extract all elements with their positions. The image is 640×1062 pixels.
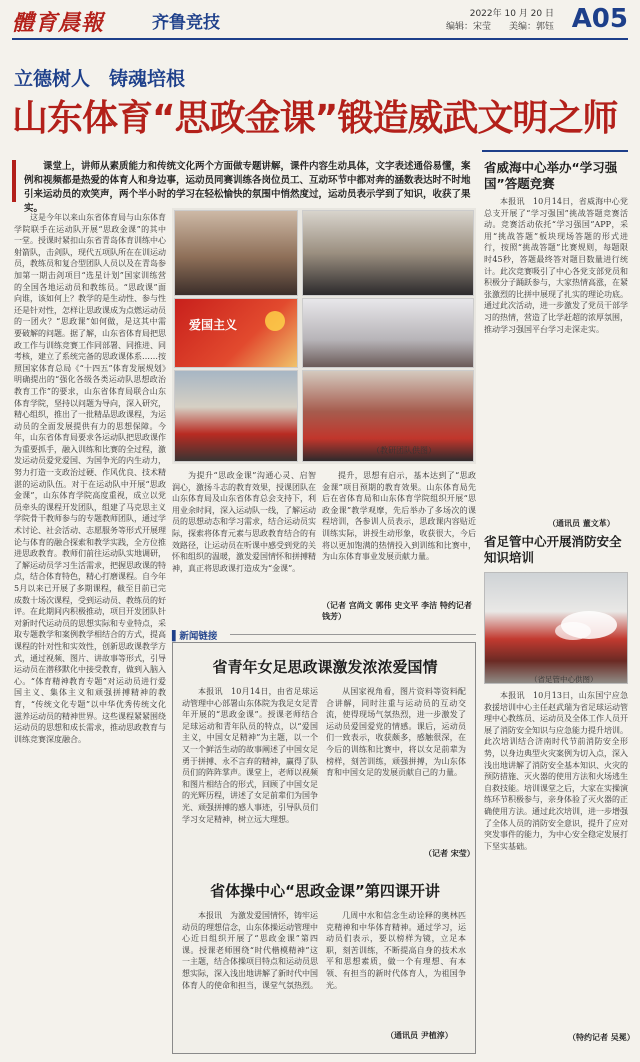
masthead bbox=[0, 0, 640, 40]
photo-classroom-1 bbox=[174, 210, 298, 296]
main-story-credit: （记者 宫尚文 郭伟 史文平 李洁 特约记者 钱芳） bbox=[322, 600, 472, 621]
masthead-rule bbox=[12, 38, 628, 40]
issue-date: 2022年 10 月 20 日 bbox=[469, 9, 554, 19]
news-link-label bbox=[172, 628, 217, 642]
lead-paragraph: 课堂上，讲师从素质能力和传统文化两个方面做专题讲解，课件内容生动具体，文字表述通俗易懂，案例和视频都是热爱的体育人和身边事，运动员同赛训练各岗位员工、互动环节中都对奔的涵数表达时不时地引来运动员的欢笑声，两个半小时的学习在轻松愉快的氛围中悄然度过，运动员表示学到了知识，收获了果实。 bbox=[24, 161, 471, 214]
newspaper-logo: 體育晨報 bbox=[12, 10, 105, 36]
section-title: 齐鲁竞技 bbox=[152, 13, 220, 33]
main-story-column-2: 为提升“思政金课”沟通心灵、启智润心，激扬斗志的教育效果，授课团队在山东体育局及山东省体育总会支持下，利用业余时间，深入运动队一线，了解运动员的思想动态和学习需求，结合运动员实际，探索将体育元素与思政教育结合的有效路径，让运动员在听课中感受到党的关怀和组织的温暖，激发爱国情怀和拼搏精神，真正将思政课打造成为“金课”。 bbox=[172, 471, 316, 573]
news-story-1-column-1: 本报讯 10月14日，由省足球运动管理中心部署山东体院为我足女足青年开展的“思政金课”。授课老师结合足球运动和青年队员的特点，以“爱国主义，中国女足精神”为主题，以一个又一个鲜活生动的故事阐述了中国女足勇于拼搏、永不言弃的精神，赢得了队员们的阵阵掌声。课堂上，老师以视频和图片相结合的形式，回顾了中国女足的光辉历程，讲述了女足前辈们为国争光、顽强拼搏的感人事迹，引导队员们学习女足精神，树立远大理想。 bbox=[182, 687, 318, 824]
news-story-1-credit: （记者 宋莹） bbox=[424, 848, 475, 858]
photo-lecture-screen bbox=[302, 298, 474, 368]
news-story-2-title: 省体操中心“思政金课”第四课开讲 bbox=[210, 882, 440, 900]
issue-info bbox=[446, 8, 554, 34]
photo-group-flag bbox=[174, 370, 298, 462]
news-link-rule bbox=[230, 634, 476, 635]
kicker: 立德树人 铸魂培根 bbox=[14, 68, 186, 90]
news-story-1-column-2: 从国家视角看，图片资料等资料配合讲解，同时注重与运动员的互动交流，使得现场气氛热烈，进一步激发了运动员爱国爱党的情感。课后，运动员们一致表示，收获颇多，感触很深，在今后的训练和比赛中，将以女足前辈为榜样，刻苦训练，顽强拼搏，为山东体育和中国女足的发展贡献自己的力量。 bbox=[326, 687, 466, 778]
fire-extinguisher-spray-icon bbox=[485, 573, 629, 685]
sidebar-rule bbox=[482, 150, 628, 152]
news-story-2-column-2: 几周中水和信念生动诠释的奥林匹克精神和中华体育精神。通过学习，运动员们表示，要以榜样为镜，立足本职，刻苦训练，不断提高自身的技术水平和思想素质，做一个有理想、有本领、有担当的新时代体育人，为祖国争光。 bbox=[326, 911, 466, 990]
main-story-column-1: 这是今年以来山东省体育局与山东体育学院联手在运动队开展“思政金课”的其中一堂。授课时紧扣山东省青岛体育训练中心射箭队，击剑队，现代五项队所在在训运动员，教练员和复合型团队人员以及在青岛参加第一期击剑项目“选星计划”国家训练营的全国各地运动员和教练员。“思政课”面向谁，该如何上？教学的是生动性、参与性还是针对性，怎样让思政课成为点燃运动员的一团火？“思政课”如何做，是这其中需要破解的问题。据了解，山东省体育局把思政工作与训练竞赛工作同部署、同推进、同考核，建立了系统完备的思政课体系……按照国家体育总局《“十四五”体育发展规划》明确提出的“强化各级各类运动队思想政治教育工作”的要求，山东省体育局联合山东体育学院，坚持以问题为导向，深入研究，精心组织，推出了一批精品思政课程，为运动员的全面发展提供有力的思想保障。今年，山东省体育局要求各运动队把思政课作为重要抓手，融入训练和比赛的全过程，激发运动员爱党爱国、为国争光的内生动力，努力打造一支政治过硬、作风优良、技术精湛的运动队伍。对于在运动队中开展“思政金课”，山东体育学院高度重视，成立以党员牵头的课程开发团队，组建了马克思主义学院骨干教师参与的专题教师团队，通过学术讨论、社会活动、志愿服务等形式开展理论与体育的融合探索和教学实践，全方位推进思政教育。教师们前往运动队实地调研，了解运动员学习生活需求，把握思政课的特点，结合体育特色，精心打磨课程。自今年5月以来已开展了多期课程，截至目前已完成数十场次课程，受到运动员、教练员的好评。在此期间内积极推动，项目开发团队针对新时代运动员的思想实际和专业特点，采取专题教学和案例教学相结合的方式，提高课程的针对性和实效性，创新思政课教学方式，通过视频、图片、讲故事等形式，引导运动员在潜移默化中接受教育，做到入脑入心。“体育精神教育专题”对运动员进行爱国主义、集体主义和顽强拼搏精神的教育，“传统文化专题”以中华优秀传统文化滋养运动员的精神世界。这些课程紧紧围绕运动员的思想和成长需求，推动思政教育与训练竞赛深度融合。 bbox=[14, 213, 166, 744]
sidebar-story-2-body: 本报讯 10月13日，山东国宁应急救援培训中心主任赵武瑞为省足球运动管理中心教练员、运动员及全体工作人员开展了消防安全知识与应急能力提升培训。此次培训结合济南时代节前消防安全形势，以身边典型火灾案例为切入点，深入浅出地讲解了消防安全基本知识、火灾的预防措施、灭火器的使用方法和火场逃生自救技能。培训课堂之后，大家在实操演练环节积极参与，亲身体验了灭火器的正确使用方法。通过此次培训，进一步增强了全体人员的消防安全意识，提升了应对突发事件的能力，为中心安全稳定发展打下坚实基础。 bbox=[484, 691, 628, 851]
banner-graphic-icon bbox=[175, 299, 299, 369]
news-link-label-text: 新闻链接 bbox=[179, 631, 218, 642]
sidebar-photo-fire-drill bbox=[484, 572, 628, 684]
sidebar-story-1-title: 省威海中心举办“学习强国”答题竞赛 bbox=[484, 160, 618, 191]
news-story-2-credit: （通讯员 尹植淳） bbox=[386, 1030, 453, 1040]
issue-editors: 编辑：宋莹 美编：郭钰 bbox=[445, 22, 554, 32]
news-link-bullet-icon: ▌ bbox=[172, 631, 180, 642]
photo-caption: （教研团队供图） bbox=[372, 446, 436, 455]
photo-banner-patriotism bbox=[174, 298, 298, 368]
photo-classroom-2 bbox=[302, 210, 474, 296]
sidebar-story-2-credit: （特约记者 吴冕） bbox=[568, 1032, 635, 1042]
main-headline: 山东体育“思政金课”锻造威武文明之师 bbox=[12, 98, 618, 139]
news-story-1-title: 省青年女足思政课激发浓浓爱国情 bbox=[212, 658, 438, 676]
photo-collage bbox=[172, 208, 476, 464]
sidebar-photo-caption: （省足管中心供图） bbox=[530, 675, 598, 684]
svg-text:爱国主义: 爱国主义 bbox=[189, 318, 238, 332]
page-number: A05 bbox=[571, 4, 628, 34]
sidebar-story-2-title: 省足管中心开展消防安全知识培训 bbox=[484, 534, 622, 565]
news-story-2-column-1: 本报讯 为激发爱国情怀，铸牢运动员的理想信念，山东体操运动管理中心近日组织开展了“思政金课”第四课。授课老师围绕“时代楷模精神”这一主题，结合体操项目特点和运动员思想实际，深入浅出地讲解了新时代中国体育人的使命和担当，课堂气氛热烈。 bbox=[182, 911, 318, 990]
main-story-column-3: 提升，思想有启示，基本达到了“思政金课”项目预期的教育效果。山东体育局先后在省体育局和山东体育学院组织开展“思政金课”教学观摩，先后举办了多场次的课程培训，各参训人员表示，思政课内容贴近训练实际，讲授生动形象，收获很大，今后将以更加饱满的热情投入到训练和比赛中，为山东体育事业发展贡献力量。 bbox=[322, 471, 476, 562]
sidebar-story-1-body: 本报讯 10月14日，省威海中心党总支开展了“学习强国”挑战答题竞赛活动。竞赛活动依托“学习强国”APP，采用“挑战答题”板块现场答题的形式进行，按照“挑战答题”比赛规则，每题限时45秒，答题最终答对题目数量进行统计。此次竞赛吸引了中心各党支部党员和积极分子踊跃参与，大家热情高涨，在紧张激烈的比拼中展现了扎实的理论功底。通过此次活动，进一步激发了党员干部学习的热情，营造了比学赶超的浓厚氛围，推动学习强国平台学习走深走实。 bbox=[484, 197, 628, 334]
sidebar-story-1-credit: （通讯员 董文革） bbox=[548, 518, 615, 528]
